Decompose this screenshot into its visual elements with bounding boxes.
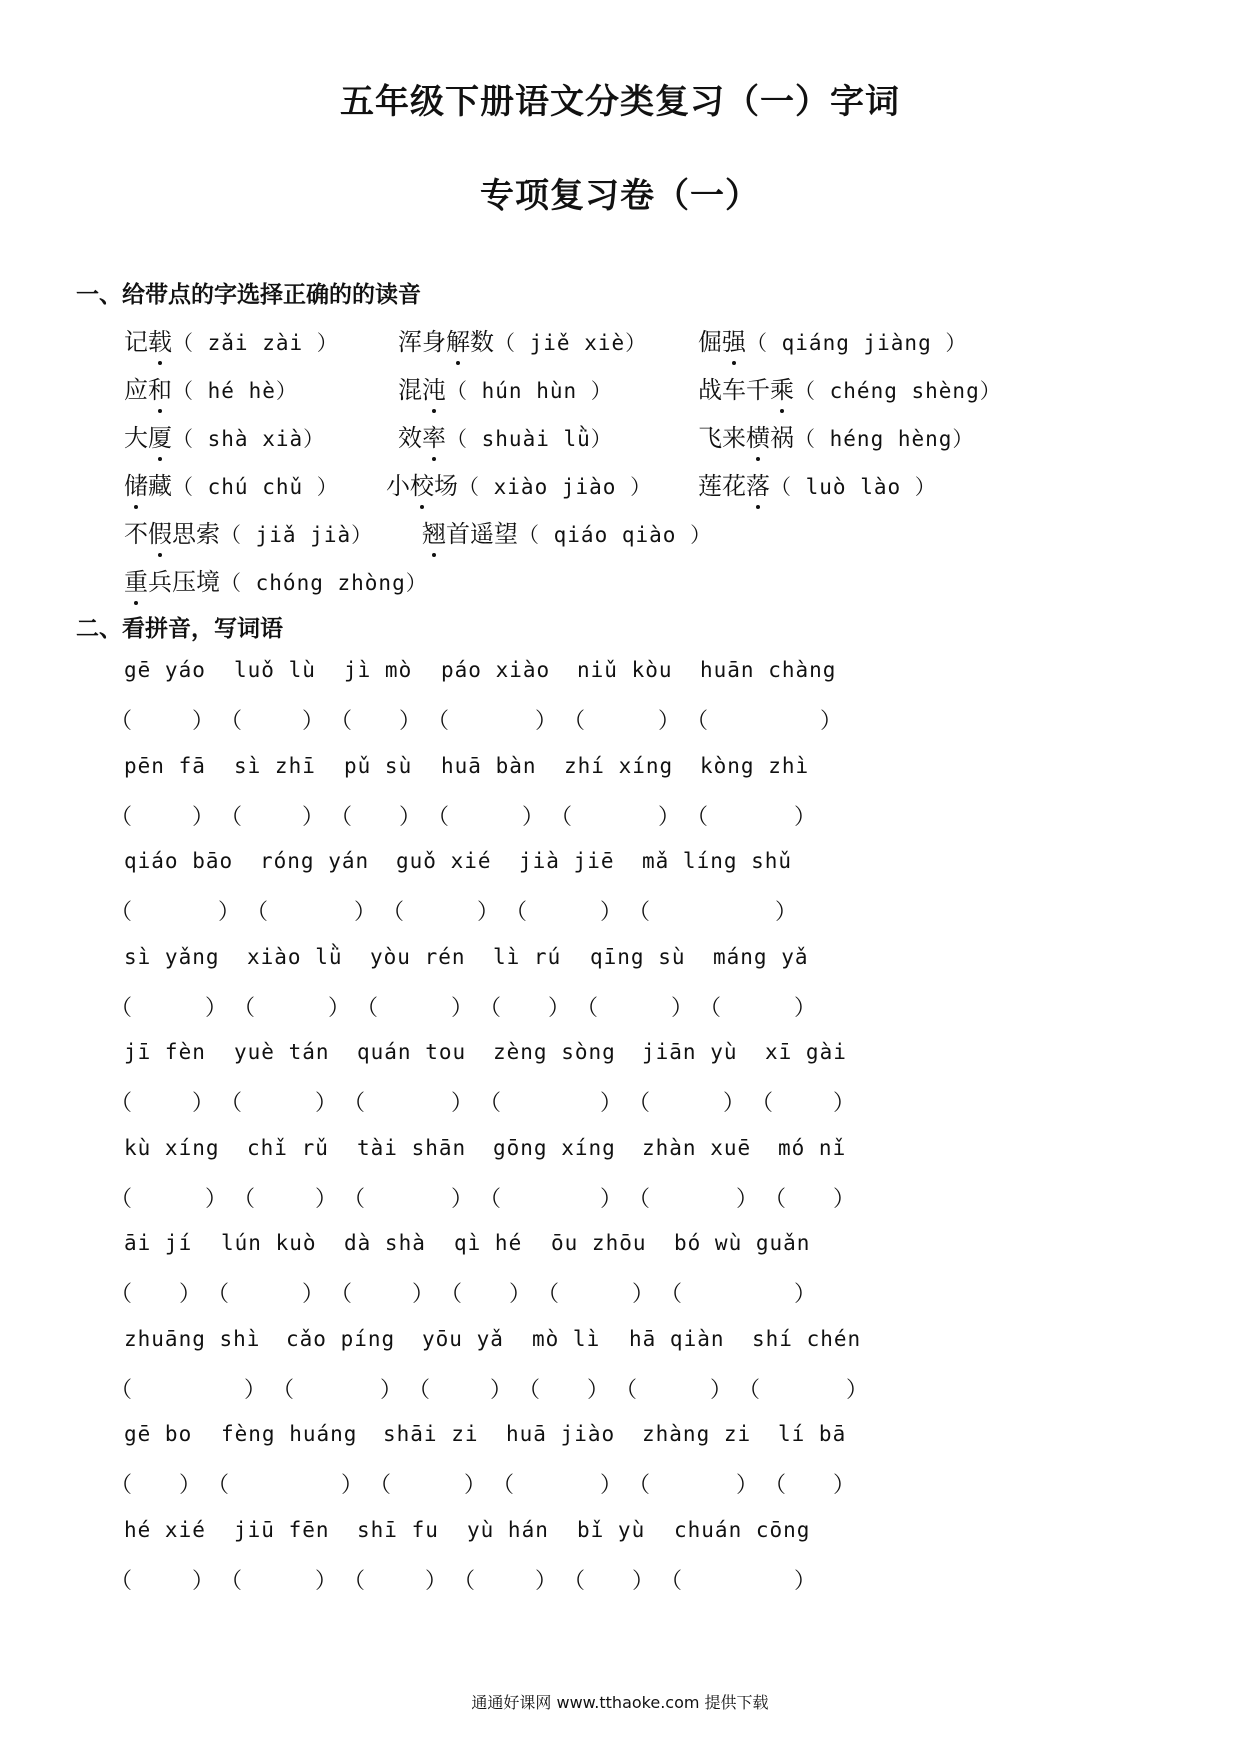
- answer-bracket-open: （: [356, 995, 379, 1021]
- answer-bracket-open: （: [110, 1282, 133, 1307]
- pinyin-word: huā bàn: [441, 753, 537, 778]
- answer-bracket-close: ）: [328, 995, 351, 1021]
- word-prefix: 大: [124, 424, 148, 452]
- word-suffix: 数: [470, 328, 494, 356]
- answer-bracket-close: ）: [192, 804, 215, 830]
- reading-item: [124, 370, 298, 405]
- reading-word: [422, 520, 518, 548]
- word-suffix: 兵压境: [148, 568, 220, 596]
- pinyin-word: cǎo píng: [286, 1326, 396, 1351]
- dotted-character: 重: [124, 562, 148, 597]
- reading-word: [124, 376, 172, 404]
- dotted-character: 沌: [422, 370, 446, 405]
- answer-bracket-open: （: [110, 709, 133, 734]
- pinyin-word: róng yán: [260, 849, 370, 873]
- answer-bracket-open: （: [110, 1473, 133, 1498]
- dotted-character: 假: [148, 514, 172, 549]
- answer-bracket-close: ）: [425, 1568, 448, 1594]
- answer-bracket-close: ）: [600, 1186, 623, 1212]
- answer-bracket-open: （: [440, 1282, 463, 1307]
- answer-bracket-close: ）: [380, 1377, 403, 1403]
- answer-bracket-open: （: [537, 1282, 560, 1307]
- pinyin-word: zhàn xuē: [642, 1135, 752, 1160]
- reading-item: [398, 370, 613, 405]
- word-suffix: 场: [434, 472, 458, 500]
- word-prefix: 效: [398, 424, 422, 452]
- pinyin-word: qīng sù: [590, 944, 686, 969]
- pinyin-word: shí chén: [752, 1326, 862, 1351]
- pinyin-word: qì hé: [454, 1231, 523, 1255]
- answer-bracket-close: ）: [846, 1377, 869, 1403]
- answer-bracket-close: ）: [205, 1186, 228, 1212]
- pronunciation-options: （ héng hèng）: [794, 427, 975, 451]
- reading-word: [124, 472, 172, 500]
- pronunciation-options: （ chú chǔ ）: [172, 475, 339, 499]
- reading-item: [124, 562, 428, 597]
- reading-word: [698, 328, 746, 356]
- dotted-character: 储: [124, 466, 148, 501]
- pinyin-word: mǎ líng shǔ: [642, 849, 793, 873]
- answer-bracket-open: （: [427, 804, 450, 830]
- answer-bracket-open: （: [479, 1091, 502, 1116]
- pronunciation-options: （ hún hùn ）: [446, 379, 613, 403]
- answer-bracket-open: （: [628, 900, 651, 925]
- word-prefix: 莲花: [698, 472, 746, 500]
- answer-bracket-open: （: [220, 709, 243, 734]
- pinyin-word: gē yáo: [124, 658, 206, 682]
- answer-bracket-open: （: [110, 900, 133, 925]
- reading-word: [386, 472, 458, 500]
- answer-bracket-close: ）: [302, 1282, 325, 1307]
- answer-bracket-close: ）: [833, 1091, 856, 1116]
- answer-bracket-close: ）: [710, 1377, 733, 1403]
- answer-bracket-close: ）: [509, 1282, 532, 1307]
- answer-bracket-open: （: [563, 1568, 586, 1594]
- reading-item: [124, 322, 339, 357]
- reading-item: [698, 370, 1002, 405]
- answer-bracket-close: ）: [736, 1186, 759, 1212]
- answer-bracket-close: ）: [315, 1091, 338, 1116]
- answer-bracket-close: ）: [179, 1473, 202, 1498]
- answer-bracket-open: （: [550, 804, 573, 830]
- reading-word: [398, 328, 494, 356]
- pronunciation-options: （ shà xià）: [172, 427, 326, 451]
- answer-bracket-close: ）: [794, 995, 817, 1021]
- answer-bracket-open: （: [660, 1282, 683, 1307]
- pinyin-word: shī fu: [357, 1517, 439, 1542]
- word-prefix: 倔: [698, 328, 722, 356]
- answer-bracket-close: ）: [535, 1568, 558, 1594]
- section-1-heading: 一、给带点的字选择正确的的读音: [76, 282, 421, 308]
- pinyin-word: qiáo bāo: [124, 849, 234, 873]
- pronunciation-options: （ jiě xiè）: [494, 331, 648, 355]
- pinyin-word: ōu zhōu: [551, 1231, 647, 1255]
- answer-bracket-open: （: [343, 1186, 366, 1212]
- answer-bracket-close: ）: [451, 995, 474, 1021]
- pinyin-word: máng yǎ: [713, 944, 809, 969]
- answer-bracket-open: （: [699, 995, 722, 1021]
- pinyin-word: lún kuò: [221, 1231, 317, 1255]
- answer-bracket-open: （: [738, 1377, 761, 1403]
- answer-bracket-open: （: [505, 900, 528, 925]
- pinyin-word: zhàng zi: [642, 1422, 752, 1446]
- answer-bracket-close: ）: [302, 804, 325, 830]
- pinyin-word: luǒ lù: [234, 658, 316, 682]
- answer-bracket-close: ）: [535, 709, 558, 734]
- answer-bracket-open: （: [110, 804, 133, 830]
- pinyin-word: bó wù guǎn: [674, 1231, 811, 1255]
- pinyin-word: jiān yù: [642, 1040, 738, 1064]
- word-suffix: 思索: [172, 520, 220, 548]
- pinyin-word: zèng sòng: [493, 1040, 616, 1064]
- answer-bracket-close: ）: [302, 709, 325, 734]
- pinyin-word: yù hán: [467, 1517, 549, 1542]
- answer-bracket-close: ）: [600, 1473, 623, 1498]
- answer-bracket-close: ）: [833, 1186, 856, 1212]
- answer-bracket-close: ）: [600, 1091, 623, 1116]
- reading-item: [124, 466, 339, 501]
- pinyin-word: zhí xíng: [564, 753, 674, 778]
- answer-bracket-open: （: [330, 1282, 353, 1307]
- answer-bracket-close: ）: [341, 1473, 364, 1498]
- answer-bracket-close: ）: [632, 1282, 655, 1307]
- dotted-character: 和: [148, 370, 172, 405]
- pinyin-word: lì rú: [493, 944, 562, 969]
- answer-bracket-close: ）: [658, 709, 681, 734]
- pinyin-word: tài shān: [357, 1135, 467, 1160]
- pinyin-word: sì zhī: [234, 753, 316, 778]
- answer-bracket-close: ）: [354, 900, 377, 925]
- answer-bracket-open: （: [764, 1186, 787, 1212]
- answer-bracket-close: ）: [192, 709, 215, 734]
- pinyin-word: chuán cōng: [674, 1517, 811, 1542]
- reading-word: [698, 376, 794, 404]
- pinyin-word: jī fèn: [124, 1040, 206, 1064]
- answer-bracket-open: （: [518, 1377, 541, 1403]
- pinyin-word: gē bo: [124, 1422, 193, 1446]
- word-prefix: 浑身: [398, 328, 446, 356]
- dotted-character: 乘: [770, 370, 794, 405]
- pinyin-word: mò lì: [532, 1326, 601, 1351]
- word-suffix: 藏: [148, 472, 172, 500]
- word-prefix: 应: [124, 376, 148, 404]
- answer-bracket-open: （: [207, 1473, 230, 1498]
- pinyin-word: huān chàng: [700, 658, 837, 682]
- dotted-character: 解: [446, 322, 470, 357]
- word-prefix: 飞来: [698, 424, 746, 452]
- pinyin-word: chǐ rǔ: [247, 1135, 329, 1160]
- answer-bracket-open: （: [220, 804, 243, 830]
- reading-word: [698, 424, 794, 452]
- pinyin-word: quán tou: [357, 1040, 467, 1064]
- answer-bracket-open: （: [233, 995, 256, 1021]
- reading-item: [124, 418, 325, 453]
- answer-bracket-open: （: [110, 995, 133, 1021]
- answer-bracket-close: ）: [192, 1091, 215, 1116]
- reading-item: [422, 514, 712, 549]
- reading-word: [124, 328, 172, 356]
- answer-bracket-open: （: [220, 1091, 243, 1116]
- pinyin-word: huā jiào: [506, 1422, 616, 1446]
- reading-item: [124, 514, 373, 549]
- answer-bracket-open: （: [369, 1473, 392, 1498]
- answer-bracket-open: （: [343, 1568, 366, 1594]
- pronunciation-options: （ hé hè）: [172, 379, 298, 403]
- pinyin-word: jiū fēn: [234, 1517, 330, 1542]
- answer-bracket-open: （: [246, 900, 269, 925]
- answer-bracket-open: （: [110, 1186, 133, 1212]
- pronunciation-options: （ shuài lǜ）: [446, 427, 613, 451]
- pronunciation-options: （ xiào jiào ）: [458, 475, 653, 499]
- reading-word: [124, 520, 220, 548]
- pronunciation-options: （ luò lào ）: [770, 475, 937, 499]
- dotted-character: 强: [722, 322, 746, 357]
- sub-title: 专项复习卷（一）: [480, 176, 760, 216]
- answer-bracket-open: （: [576, 995, 599, 1021]
- answer-bracket-open: （: [272, 1377, 295, 1403]
- answer-bracket-open: （: [686, 804, 709, 830]
- dotted-character: 率: [422, 418, 446, 453]
- dotted-character: 翘: [422, 514, 446, 549]
- answer-bracket-open: （: [764, 1473, 787, 1498]
- answer-bracket-open: （: [110, 1377, 133, 1403]
- pinyin-word: hā qiàn: [629, 1326, 725, 1351]
- pronunciation-options: （ chéng shèng）: [794, 379, 1002, 403]
- pronunciation-options: （ zǎi zài ）: [172, 331, 339, 355]
- word-prefix: 记: [124, 328, 148, 356]
- answer-bracket-open: （: [330, 804, 353, 830]
- answer-bracket-close: ）: [451, 1186, 474, 1212]
- pinyin-word: āi jí: [124, 1231, 193, 1255]
- answer-bracket-open: （: [628, 1473, 651, 1498]
- answer-bracket-close: ）: [522, 804, 545, 830]
- pronunciation-options: （ qiáo qiào ）: [518, 523, 713, 547]
- pinyin-word: zhuāng shì: [124, 1326, 261, 1351]
- reading-item: [398, 322, 647, 357]
- answer-bracket-open: （: [492, 1473, 515, 1498]
- pinyin-word: yuè tán: [234, 1040, 330, 1064]
- answer-bracket-open: （: [563, 709, 586, 734]
- pinyin-word: xiào lǜ: [247, 944, 343, 969]
- answer-bracket-open: （: [382, 900, 405, 925]
- pinyin-word: kù xíng: [124, 1135, 220, 1160]
- answer-bracket-close: ）: [218, 900, 241, 925]
- answer-bracket-open: （: [110, 1568, 133, 1594]
- answer-bracket-close: ）: [794, 1282, 817, 1307]
- pinyin-word: yòu rén: [370, 944, 466, 969]
- pinyin-word: páo xiào: [441, 658, 551, 682]
- answer-bracket-open: （: [408, 1377, 431, 1403]
- reading-word: [124, 424, 172, 452]
- pinyin-word: sì yǎng: [124, 944, 220, 969]
- word-prefix: 小: [386, 472, 410, 500]
- reading-word: [124, 568, 220, 596]
- answer-bracket-close: ）: [399, 804, 422, 830]
- answer-bracket-open: （: [233, 1186, 256, 1212]
- answer-bracket-open: （: [207, 1282, 230, 1307]
- answer-bracket-close: ）: [244, 1377, 267, 1403]
- pronunciation-options: （ chóng zhòng）: [220, 571, 428, 595]
- pinyin-word: gōng xíng: [493, 1135, 616, 1160]
- word-prefix: 不: [124, 520, 148, 548]
- answer-bracket-open: （: [343, 1091, 366, 1116]
- dotted-character: 校: [410, 466, 434, 501]
- pinyin-word: jì mò: [344, 658, 413, 682]
- answer-bracket-close: ）: [587, 1377, 610, 1403]
- dotted-character: 落: [746, 466, 770, 501]
- answer-bracket-close: ）: [548, 995, 571, 1021]
- reading-word: [398, 376, 446, 404]
- answer-bracket-open: （: [220, 1568, 243, 1594]
- word-suffix: 首遥望: [446, 520, 518, 548]
- answer-bracket-close: ）: [833, 1473, 856, 1498]
- pinyin-word: fèng huáng: [221, 1422, 358, 1446]
- answer-bracket-close: ）: [490, 1377, 513, 1403]
- reading-item: [698, 466, 937, 501]
- answer-bracket-close: ）: [205, 995, 228, 1021]
- answer-bracket-close: ）: [723, 1091, 746, 1116]
- answer-bracket-close: ）: [632, 1568, 655, 1594]
- pronunciation-options: （ jiǎ jià）: [220, 523, 374, 547]
- word-suffix: 祸: [770, 424, 794, 452]
- answer-bracket-open: （: [615, 1377, 638, 1403]
- answer-bracket-close: ）: [794, 804, 817, 830]
- answer-bracket-open: （: [479, 995, 502, 1021]
- reading-word: [698, 472, 770, 500]
- answer-bracket-open: （: [110, 1091, 133, 1116]
- section-2-heading: 二、看拼音，写词语: [76, 616, 283, 642]
- answer-bracket-close: ）: [671, 995, 694, 1021]
- answer-bracket-open: （: [330, 709, 353, 734]
- answer-bracket-close: ）: [192, 1568, 215, 1594]
- answer-bracket-open: （: [686, 709, 709, 734]
- pinyin-word: mó nǐ: [778, 1135, 847, 1160]
- answer-bracket-close: ）: [179, 1282, 202, 1307]
- answer-bracket-close: ）: [775, 900, 798, 925]
- pinyin-word: xī gài: [765, 1040, 847, 1064]
- pinyin-word: kòng zhì: [700, 753, 810, 778]
- pinyin-word: yōu yǎ: [422, 1326, 504, 1351]
- footer: 通通好课网 www.tthaoke.com 提供下载: [471, 1693, 769, 1712]
- answer-bracket-open: （: [427, 709, 450, 734]
- answer-bracket-close: ）: [464, 1473, 487, 1498]
- pinyin-word: niǔ kòu: [577, 658, 673, 682]
- answer-bracket-open: （: [628, 1091, 651, 1116]
- pinyin-word: dà shà: [344, 1231, 426, 1255]
- reading-word: [398, 424, 446, 452]
- pinyin-word: jià jiē: [519, 849, 615, 873]
- answer-bracket-open: （: [628, 1186, 651, 1212]
- pinyin-word: lí bā: [778, 1422, 847, 1446]
- dotted-character: 厦: [148, 418, 172, 453]
- answer-bracket-close: ）: [451, 1091, 474, 1116]
- reading-item: [398, 418, 613, 453]
- pinyin-word: bǐ yù: [577, 1517, 646, 1542]
- answer-bracket-close: ）: [315, 1568, 338, 1594]
- reading-item: [698, 322, 967, 357]
- answer-bracket-open: （: [453, 1568, 476, 1594]
- reading-item: [698, 418, 974, 453]
- answer-bracket-close: ）: [736, 1473, 759, 1498]
- answer-bracket-close: ）: [658, 804, 681, 830]
- answer-bracket-close: ）: [820, 709, 843, 734]
- answer-bracket-open: （: [479, 1186, 502, 1212]
- answer-bracket-open: （: [660, 1568, 683, 1594]
- dotted-character: 载: [148, 322, 172, 357]
- answer-bracket-close: ）: [477, 900, 500, 925]
- answer-bracket-close: ）: [794, 1568, 817, 1594]
- word-prefix: 混: [398, 376, 422, 404]
- answer-bracket-open: （: [751, 1091, 774, 1116]
- main-title: 五年级下册语文分类复习（一）字词: [340, 82, 900, 122]
- pinyin-word: guǒ xié: [396, 849, 492, 873]
- pinyin-word: shāi zi: [383, 1422, 479, 1446]
- dotted-character: 横: [746, 418, 770, 453]
- answer-bracket-close: ）: [412, 1282, 435, 1307]
- pinyin-word: pēn fā: [124, 753, 206, 778]
- reading-item: [386, 466, 652, 501]
- answer-bracket-close: ）: [315, 1186, 338, 1212]
- pronunciation-options: （ qiáng jiàng ）: [746, 331, 968, 355]
- answer-bracket-close: ）: [399, 709, 422, 734]
- word-prefix: 战车千: [698, 376, 770, 404]
- pinyin-word: hé xié: [124, 1517, 206, 1542]
- pinyin-word: pǔ sù: [344, 753, 413, 778]
- answer-bracket-close: ）: [600, 900, 623, 925]
